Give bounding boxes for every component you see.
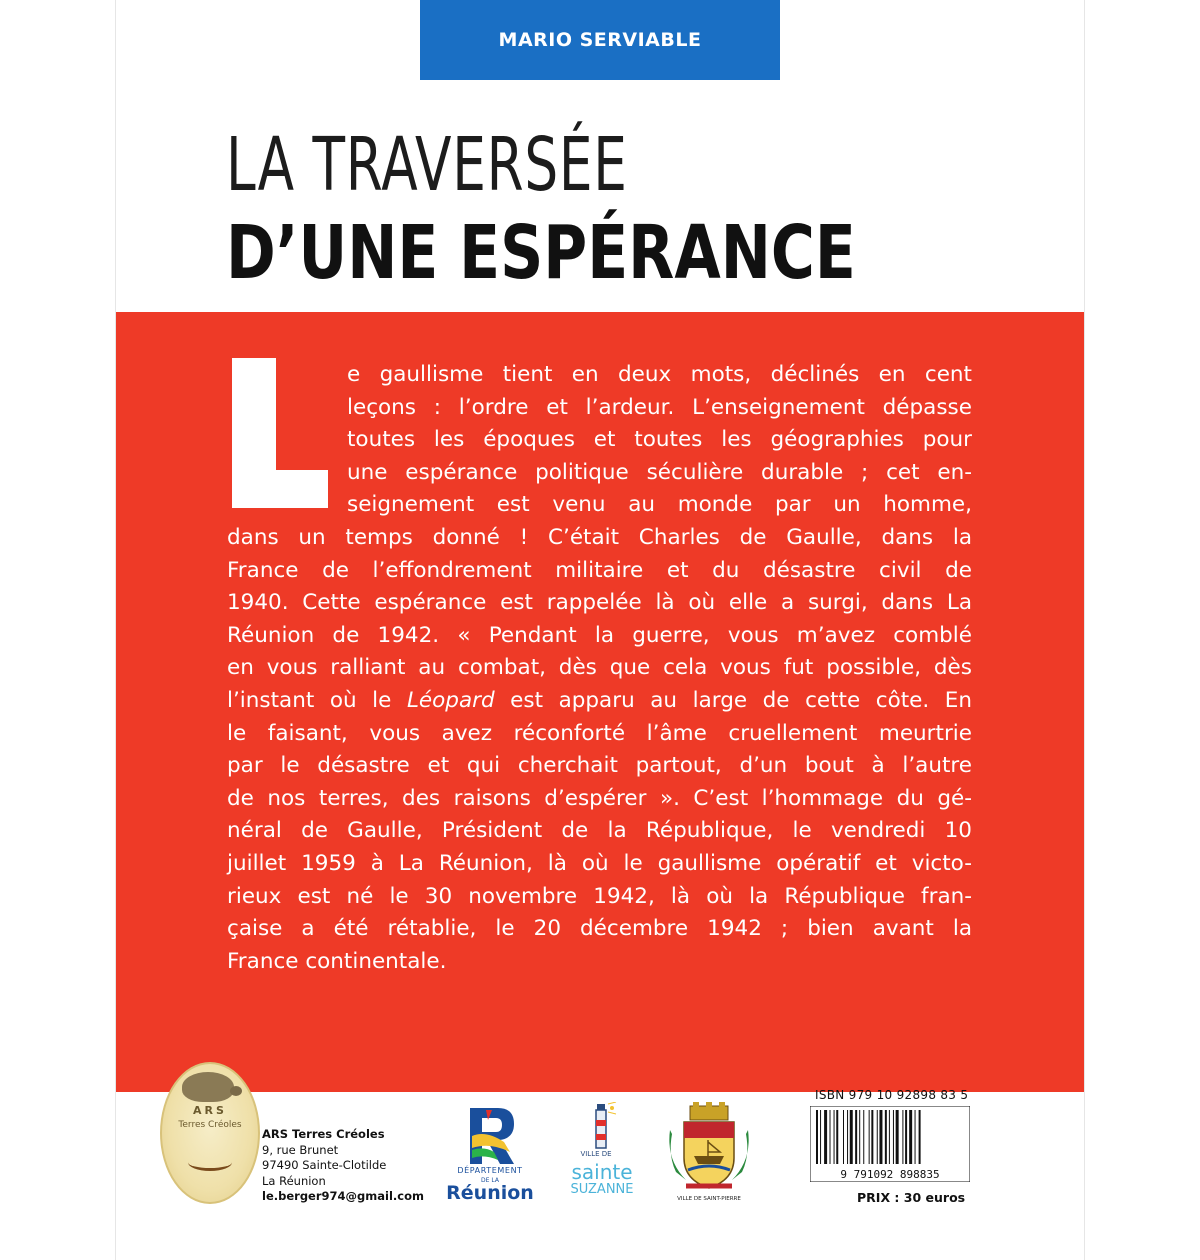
blurb-line: en vous ralliant au combat, dès que cela vous fut possible, dès <box>227 655 972 681</box>
sainte-suzanne-logo <box>560 1100 650 1210</box>
isbn-number: ISBN 979 10 92898 83 5 <box>815 1088 969 1102</box>
blurb-line: çaise a été rétablie, le 20 décembre 1942 ; bien avant la <box>227 916 972 942</box>
reunion-r-icon <box>464 1108 516 1164</box>
blurb-line: une espérance politique séculière durable ; cet en- <box>347 459 972 485</box>
blurb-text <box>227 359 972 978</box>
coat-of-arms-icon <box>666 1100 752 1196</box>
barcode-bar <box>885 1110 887 1164</box>
saint-pierre-coat-of-arms <box>664 1100 754 1210</box>
saint-pierre-caption: VILLE DE SAINT-PIERRE <box>677 1196 741 1202</box>
barcode-bar <box>915 1110 916 1164</box>
blurb-line: le faisant, vous avez réconforté l’âme cruellement meurtrie <box>227 720 972 746</box>
barcode-bar <box>816 1110 818 1164</box>
barcode-bar <box>869 1110 870 1164</box>
blurb-line: toutes les époques et toutes les géographies pour <box>347 427 972 453</box>
lighthouse-icon <box>586 1102 620 1150</box>
barcode-bar <box>902 1110 903 1164</box>
barcode-bar <box>830 1110 831 1164</box>
publisher-region: La Réunion <box>262 1173 326 1188</box>
blurb-line: dans un temps donné ! C’était Charles de Gaulle, dans la <box>227 524 972 550</box>
barcode-digits: 9 791092 898835 <box>840 1168 940 1181</box>
ss-ville-text: VILLE DE <box>580 1150 612 1158</box>
publisher-seal-logo <box>160 1062 260 1204</box>
blurb-line: par le désastre et qui cherchait partout, d’un bout à l’autre <box>227 753 972 779</box>
blurb-line: rieux est né le 30 novembre 1942, là où la République fran- <box>227 883 972 909</box>
barcode-bar <box>871 1110 873 1164</box>
publisher-city: 97490 Sainte-Clotilde <box>262 1158 387 1172</box>
barcode-bar <box>909 1110 912 1164</box>
barcode-bar <box>877 1110 878 1164</box>
barcode-bar <box>834 1110 835 1164</box>
open-book-icon <box>188 1154 232 1171</box>
barcode-bar <box>893 1110 894 1164</box>
ss-suzanne-text: SUZANNE <box>570 1182 634 1197</box>
blurb-line: Réunion de 1942. « Pendant la guerre, vous m’avez comblé <box>227 622 972 648</box>
blurb-line: France continentale. <box>227 948 447 974</box>
publisher-name: ARS Terres Créoles <box>262 1127 385 1141</box>
barcode-bar <box>824 1110 827 1164</box>
seal-name-text: Terres Créoles <box>178 1120 242 1130</box>
departement-reunion-logo <box>442 1106 538 1202</box>
blurb-line: 1940. Cette espérance est rappelée là où elle a surgi, dans La <box>227 590 972 616</box>
blurb-line: seignement est venu au monde par un homme, <box>347 492 972 518</box>
reunion-name-text: Réunion <box>446 1182 534 1204</box>
title-line-1: LA TRAVERSÉE <box>226 122 628 208</box>
barcode-bar <box>843 1110 844 1164</box>
publisher-email: le.berger974@gmail.com <box>262 1189 424 1203</box>
title-line-2: D’UNE ESPÉRANCE <box>226 210 856 296</box>
blurb-line: juillet 1959 à La Réunion, là où le gaullisme opératif et victo- <box>227 850 972 876</box>
blurb-fragment: l’instant où le <box>227 687 392 713</box>
barcode-bar <box>859 1110 860 1164</box>
barcode <box>810 1106 970 1182</box>
tortoise-icon <box>182 1072 234 1102</box>
publisher-address <box>262 1127 424 1205</box>
barcode-bar <box>847 1110 848 1164</box>
blurb-line-with-italic <box>227 685 972 718</box>
reunion-dept-text: DÉPARTEMENT <box>457 1166 523 1175</box>
barcode-bar <box>863 1110 864 1164</box>
barcode-bar <box>855 1110 857 1164</box>
blurb-line: de nos terres, des raisons d’espérer ». C’est l’hommage du gé- <box>227 785 972 811</box>
barcode-bar <box>896 1110 899 1164</box>
barcode-bar <box>850 1110 853 1164</box>
barcode-bar <box>889 1110 890 1164</box>
blurb-line: leçons : l’ordre et l’ardeur. L’enseignement dépasse <box>347 394 972 420</box>
blurb-line: néral de Gaulle, Président de la République, le vendredi 10 <box>227 818 972 844</box>
barcode-bar <box>836 1110 838 1164</box>
barcode-bar <box>879 1110 882 1164</box>
blurb-line: France de l’effondrement militaire et du désastre civil de <box>227 557 972 583</box>
publisher-street: 9, rue Brunet <box>262 1142 339 1157</box>
reunion-dela-text: DE LA <box>481 1177 499 1184</box>
blurb-line: e gaullisme tient en deux mots, déclinés en cent <box>347 362 972 387</box>
ship-name-leopard: Léopard <box>406 687 495 713</box>
barcode-bar <box>820 1110 821 1164</box>
price: PRIX : 30 euros <box>857 1190 966 1205</box>
seal-ars-text: ARS <box>193 1104 227 1117</box>
ss-sainte-text: sainte <box>571 1160 633 1184</box>
author-band <box>420 0 780 80</box>
barcode-bar <box>919 1110 921 1164</box>
blurb-fragment: est apparu au large de cette côte. En <box>510 687 972 713</box>
barcode-bar <box>905 1110 907 1164</box>
author-name: MARIO SERVIABLE <box>498 29 702 51</box>
tortoise-head-icon <box>230 1086 242 1096</box>
